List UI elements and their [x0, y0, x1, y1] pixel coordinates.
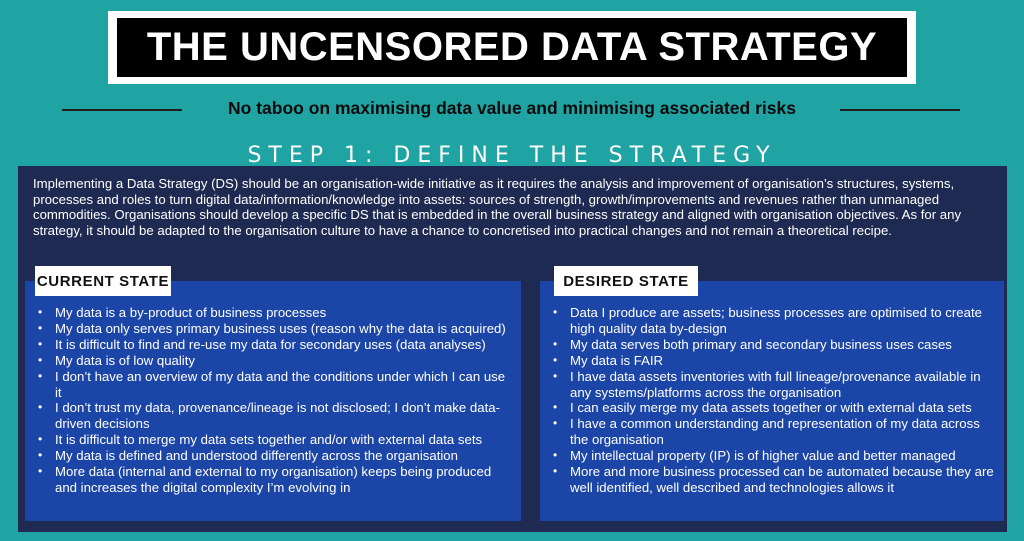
- list-item: • More and more business processed can be automated because they are well identified, well described and technologies allows it: [570, 464, 994, 496]
- list-item: • It is difficult to merge my data sets together and/or with external data sets: [55, 432, 511, 448]
- list-item: • My data only serves primary business uses (reason why the data is acquired): [55, 321, 511, 337]
- desired-state-list: [570, 305, 994, 496]
- title-banner: [108, 11, 916, 84]
- current-state-label: CURRENT STATE: [35, 266, 171, 296]
- current-state-list: [55, 305, 511, 496]
- intro-paragraph: Implementing a Data Strategy (DS) should be an organisation-wide initiative as it requires the analysis and improvement of organisation’s structures, systems, processes and roles to turn digital data/information/knowledge into assets: sources of strength, growth/improvements and revenues rather than unmanaged commodities. Organisations should develop a specific DS that is embedded in the overall business strategy and aligned with organisation objectives. As for any strategy, it should be adapted to the organisation culture to have a chance to concretised into practical changes and not remain a theoretical recipe.: [33, 176, 962, 238]
- list-item: • I can easily merge my data assets together or with external data sets: [570, 400, 994, 416]
- current-state-box: [25, 281, 521, 521]
- list-item: • My intellectual property (IP) is of higher value and better managed: [570, 448, 994, 464]
- list-item: • More data (internal and external to my organisation) keeps being produced and increases the digital complexity I’m evolving in: [55, 464, 511, 496]
- list-item: • Data I produce are assets; business processes are optimised to create high quality data by-design: [570, 305, 994, 337]
- list-item: • It is difficult to find and re-use my data for secondary uses (data analyses): [55, 337, 511, 353]
- page-title: THE UNCENSORED DATA STRATEGY: [117, 18, 907, 77]
- list-item: • I don’t have an overview of my data and the conditions under which I can use it: [55, 369, 511, 401]
- list-item: • My data is FAIR: [570, 353, 994, 369]
- desired-state-box: [540, 281, 1004, 521]
- list-item: • I don’t trust my data, provenance/lineage is not disclosed; I don’t make data-driven decisions: [55, 400, 511, 432]
- desired-state-label: DESIRED STATE: [554, 266, 698, 296]
- list-item: • My data is defined and understood differently across the organisation: [55, 448, 511, 464]
- step-heading: STEP 1: DEFINE THE STRATEGY: [247, 143, 777, 165]
- list-item: • I have data assets inventories with full lineage/provenance available in any systems/platforms across the organisation: [570, 369, 994, 401]
- subtitle: No taboo on maximising data value and minimising associated risks: [228, 98, 796, 118]
- list-item: • My data is of low quality: [55, 353, 511, 369]
- list-item: • My data is a by-product of business processes: [55, 305, 511, 321]
- list-item: • I have a common understanding and representation of my data across the organisation: [570, 416, 994, 448]
- list-item: • My data serves both primary and secondary business uses cases: [570, 337, 994, 353]
